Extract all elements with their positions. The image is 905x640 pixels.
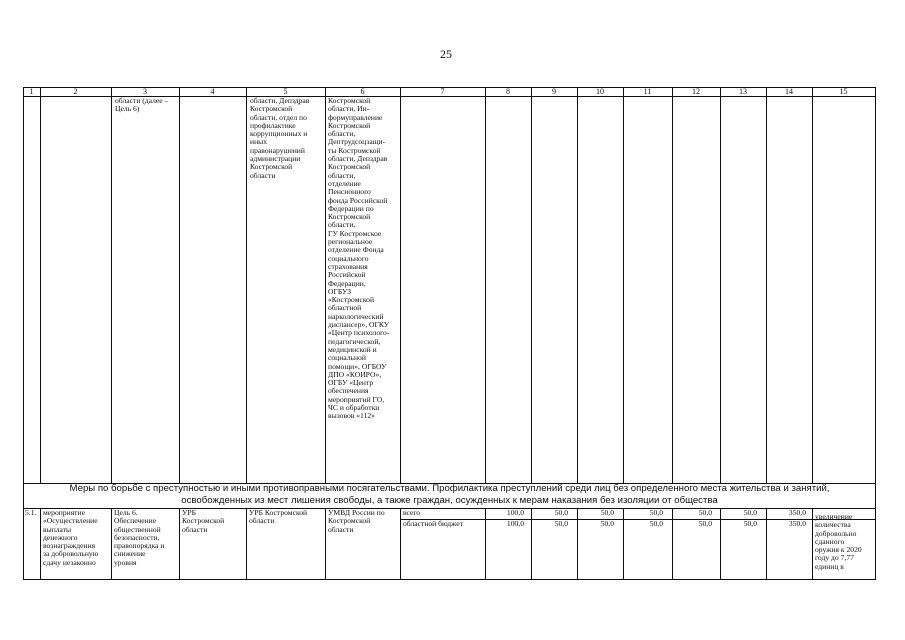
table-border-bottom [23,579,876,580]
regional-2018: 50,0 [649,519,663,528]
row51-source-total: всего [403,509,421,517]
col-header-15: 15 [839,87,848,96]
row51-result: увеличение количества добровольно сданного оружия к 2020 году до 7,77 единиц в [815,513,862,571]
col-header-10: 10 [596,87,604,96]
col-header-9: 9 [552,87,556,96]
col-header-14: 14 [785,87,793,96]
total-2020: 50,0 [743,508,757,517]
col-line-6b [400,508,401,580]
col-header-8: 8 [506,87,510,96]
total-sum: 350,0 [788,508,806,517]
col-line-3b [179,508,180,580]
col-header-12: 12 [692,87,700,96]
col-header-1: 1 [29,87,34,96]
section-title-line1: Меры по борьбе с преступностью и иными противоправными посягательствами. Профилактика преступлений среди лиц без определенного места жительства и занятий, [69,483,830,494]
col-line-13 [766,87,767,483]
col-line-5b [325,508,326,580]
col-line-3 [179,87,180,483]
page-number: 25 [440,47,452,61]
col-header-4: 4 [210,87,215,96]
row1-col6: Костромской области, Ин- формуправление Костромской области, Дептрудсоцзащи- ты Костромской области, Депздрав Костромской области, отделение Пенсионного фонда Российской Федерации по Костромской области, ГУ Костромское региональное отделение Фонда социального страхования Российской Федерации, ОГБУЗ «Костромской областной наркологический диспансер», ОГКУ «Центр психолого- педагогической, медицинской и социальной помощи», ОГБОУ ДПО «КОИРО», ОГБУ «Центр обеспечения мероприятий ГО, ЧС и обработки вызовов «112» [328,97,390,421]
col-line-12b [720,508,721,580]
col-line-8 [531,87,532,483]
regional-2020: 50,0 [743,519,757,528]
col-header-6: 6 [360,87,365,96]
col-line-9 [577,87,578,483]
row1-col5: области, Депздрав Костромской области, отдел по профилактике коррупционных и иных правонарушений администрации Костромской области [250,97,310,180]
row51-goal: Цель 6. Обеспечение общественной безопасности, правопорядка и снижение уровня [114,509,165,567]
col-line-9b [577,508,578,580]
col-line-7b [485,508,486,580]
row51-measure: мероприятие «Осуществление выплаты денежного вознаграждения за добровольную сдачу незаконно [43,509,99,567]
row51-source-regional: областной бюджет [403,520,463,528]
col-line-2b [111,508,112,580]
col-line-4b [246,508,247,580]
col-line-14 [812,87,813,483]
col-line-1 [40,87,41,483]
col-line-6 [400,87,401,483]
total-2016: 50,0 [554,508,568,517]
col-line-8b [531,508,532,580]
col-line-2 [111,87,112,483]
col-line-5 [325,87,326,483]
col-line-10 [623,87,624,483]
row51-number: 5.1. [25,509,37,517]
col-header-13: 13 [739,87,747,96]
col-line-1b [40,508,41,580]
regional-2016: 50,0 [554,519,568,528]
col-line-13b [766,508,767,580]
regional-2015: 100,0 [506,519,524,528]
row51-executor: УРБ Костромской области [249,509,308,526]
col-header-5: 5 [283,87,288,96]
col-line-7 [485,87,486,483]
row1-col3: области (далее – Цель 6) [115,97,169,114]
col-line-12 [720,87,721,483]
row51-partners: УМВД России по Костромской области [328,509,385,534]
col-line-11 [672,87,673,483]
col-header-11: 11 [643,87,652,96]
col-header-7: 7 [440,87,445,96]
regional-2017: 50,0 [600,519,614,528]
col-line-11b [672,508,673,580]
regional-sum: 350,0 [788,519,806,528]
section-title-line2: освобожденных из мест лишения свободы, а также граждан, осужденных к мерам наказания без изоляции от общества [181,495,718,506]
col-header-3: 3 [143,87,147,96]
total-2018: 50,0 [649,508,663,517]
regional-2019: 50,0 [698,519,712,528]
col-line-14b [812,508,813,580]
total-2017: 50,0 [600,508,614,517]
total-2019: 50,0 [698,508,712,517]
total-2015: 100,0 [506,508,524,517]
col-line-4 [246,87,247,483]
row51-coordinator: УРБ Костромской области [182,509,225,534]
col-header-2: 2 [73,87,78,96]
section-title [23,483,876,507]
col-line-10b [623,508,624,580]
